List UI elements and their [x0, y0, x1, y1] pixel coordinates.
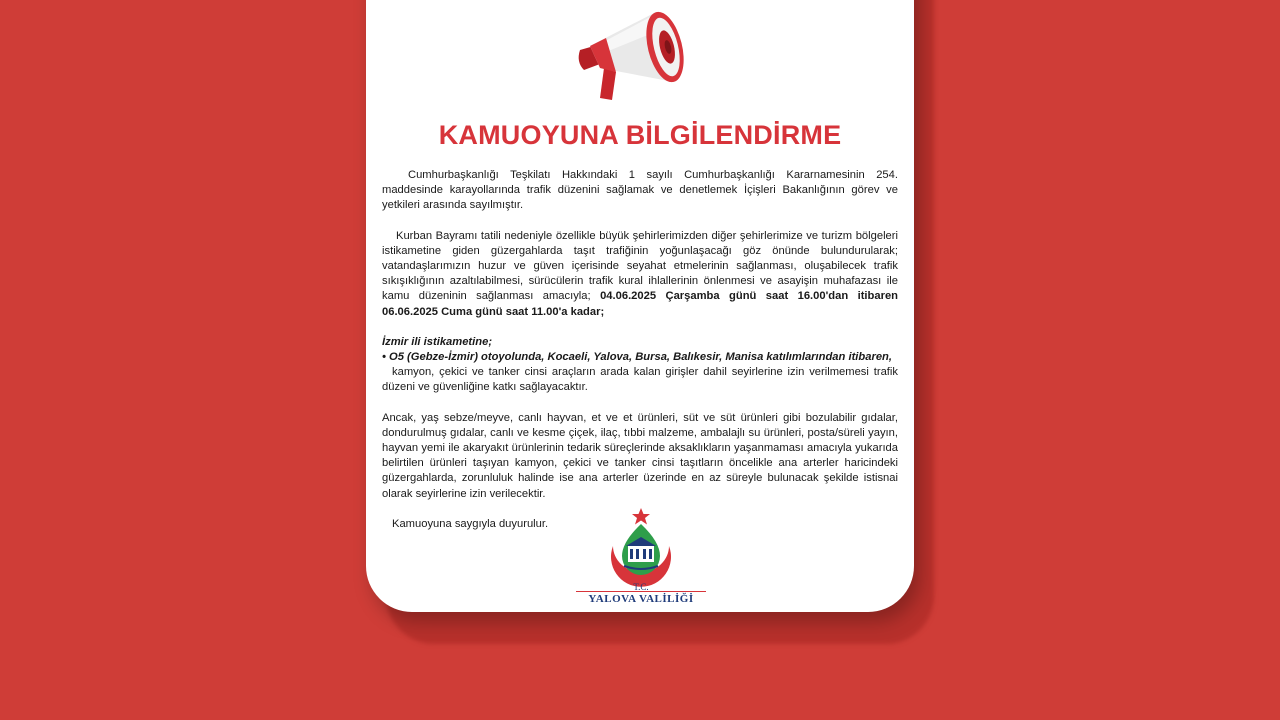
- page-title: KAMUOYUNA BİLGİLENDİRME: [438, 120, 842, 150]
- logo-tc-label: T.C.: [633, 582, 649, 592]
- closing-text: Kamuoyuna saygıyla duyurulur.: [392, 517, 549, 530]
- direction-heading: İzmir ili istikametine;: [382, 335, 493, 348]
- paragraph-holiday: [382, 229, 898, 320]
- megaphone-icon: [570, 6, 692, 110]
- announcement-body: [382, 168, 898, 547]
- paragraph-legal-basis: Cumhurbaşkanlığı Teşkilatı Hakkındaki 1 sayılı Cumhurbaşkanlığı Kararnamesinin 254. maddesinde karayollarında trafik düzenini sağlamak ve denetlemek İçişleri Bakanlığının görev ve yetkileri arasında sayılmıştır.: [382, 169, 898, 212]
- logo-institution-name: YALOVA VALİLİĞİ: [576, 591, 706, 605]
- paragraph-holiday-dates: 04.06.2025 Çarşamba günü saat 16.00'dan itibaren 06.06.2025 Cuma günü saat 11.00'a kadar;: [382, 290, 898, 318]
- direction-item: • O5 (Gebze-İzmir) otoyolunda, Kocaeli, Yalova, Bursa, Balıkesir, Manisa katılımlarından itibaren,: [382, 351, 892, 364]
- paragraph-exceptions: Ancak, yaş sebze/meyve, canlı hayvan, et ve et ürünleri, süt ve süt ürünleri gibi bozulabilir gıdalar, dondurulmuş gıdalar, canlı ve kesme çiçek, ilaç, tıbbi malzeme, ambalajlı su ürünleri, posta/süreli yayın, hayvan yemi ile akaryakıt ürünlerinin tedarik süreçlerinde aksaklıkların yaşanmaması amacıyla yukarıda belirtilen ürünleri taşıyan kamyon, çekici ve tanker cinsi taşıtların öncelikle ana arterler haricindeki güzergahlarda, zorunluluk halinde ise ana arterler üzerinde en az süreyle bulunacak şekilde istisnai olarak seyirlerine izin verilecektir.: [382, 411, 898, 500]
- direction-text: kamyon, çekici ve tanker cinsi araçların arada kalan girişler dahil seyirlerine izin verilmemesi trafik düzeni ve güvenliğine katkı sağlayacaktır.: [382, 366, 898, 394]
- paragraph-holiday-text: Kurban Bayramı tatili nedeniyle özellikle büyük şehirlerimizden diğer şehirlerimize ve turizm bölgeleri istikametine giden güzergahlarda taşıt trafiğinin yoğunlaşacağı göz önünde bulundurularak; vatandaşlarımızın huzur ve güven içerisinde seyahat etmelerinin sağlanması, oluşabilecek trafik sıkışıklığının azaltılabilmesi, sürücülerin trafik kural ihlallerinin önlenmesi ve asayişin muhafazası ile kamu düzeninin sağlanması amacıyla;: [382, 229, 898, 303]
